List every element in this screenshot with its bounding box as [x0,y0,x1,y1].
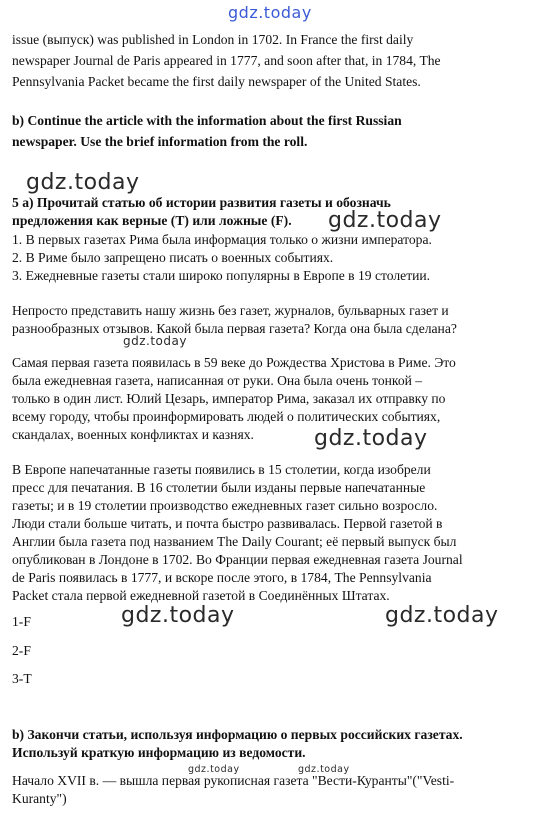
watermark: gdz.today [385,603,499,628]
text-line: newspaper. Use the brief information from the roll. [12,134,308,149]
task-b-russian [12,726,527,762]
text-line: de Paris появилась в 1777, и вскоре после этого, в 1784, The Pennsylvania [12,570,432,585]
text-line: b) Закончи статьи, используя информацию о первых российских газетах. [12,727,463,742]
text-line: пресс для печатания. В 16 столетии были изданы первые напечатанные [12,480,426,495]
text-line: b) Continue the article with the information about the first Russian [12,113,402,128]
statement-item: 1. В первых газетах Рима была информация только о жизни императора. [12,232,432,247]
text-line: В Европе напечатанные газеты появились в 15 столетии, когда изобрели [12,462,431,477]
watermark: gdz.today [26,170,140,195]
paragraph-rome [12,354,527,444]
statements-list [12,231,527,285]
watermark: gdz.today [314,426,428,451]
watermark: gdz.today [228,3,312,22]
text-line: Pennsylvania Packet became the first daily newspaper of the United States. [12,74,421,89]
watermark: gdz.today [188,764,240,775]
task-5-heading [12,194,527,230]
task-b-english [12,112,527,151]
text-line: разнообразных отзывов. Какой была первая газета? Когда она была сделана? [12,321,457,336]
text-line: 5 а) Прочитай статью об истории развития газеты и обозначь [12,195,391,210]
paragraph-intro-question [12,302,527,338]
paragraph-europe [12,461,527,605]
statement-item: 3. Ежедневные газеты стали широко популярны в Европе в 19 столетии. [12,268,431,283]
watermark: gdz.today [123,334,187,348]
intro-paragraph [12,31,527,91]
watermark: gdz.today [298,764,350,775]
answer-1: 1-F [12,614,31,629]
text-line: опубликован в Лондоне в 1702. Во Франции первая ежедневная газета Journal [12,552,463,567]
text-line: Packet стала первой ежедневной газетой в Соединённых Штатах. [12,588,390,603]
text-line: была ежедневная газета, написанная от руки. Она была очень тонкой – [12,373,423,388]
watermark: gdz.today [328,208,442,233]
text-line: issue (выпуск) was published in London in 1702. In France the first daily [12,32,414,47]
watermark: gdz.today [121,603,235,628]
text-line: newspaper Journal de Paris appeared in 1777, and soon after that, in 1784, The [12,53,441,68]
statement-item: 2. В Риме было запрещено писать о военных событиях. [12,250,334,265]
answer-3: 3-T [12,671,32,686]
text-line: только в один лист. Юлий Цезарь, император Рима, заказал их отправку по [12,391,446,406]
text-line: Непросто представить нашу жизнь без газет, журналов, бульварных газет и [12,303,449,318]
text-line: Самая первая газета появилась в 59 веке до Рождества Христова в Риме. Это [12,355,456,370]
text-line: Kuranty") [12,791,67,806]
final-paragraph [12,772,527,808]
text-line: Используй краткую информацию из ведомости. [12,745,306,760]
text-line: Англии была газета под названием The Daily Courant; её первый выпуск был [12,534,457,549]
text-line: всему городу, чтобы проинформировать людей о политических событиях, [12,409,441,424]
text-line: предложения как верные (T) или ложные (F). [12,213,292,228]
text-line: газеты; и в 19 столетии производство ежедневных газет сильно возросло. [12,498,438,513]
answer-2: 2-F [12,643,31,658]
text-line: Начало XVII в. — вышла первая рукописная газета "Вести-Куранты"("Vesti- [12,773,455,788]
text-line: Люди стали больше читать, и почта быстро развивалась. Первой газетой в [12,516,443,531]
text-line: скандалах, военных конфликтах и казнях. [12,427,254,442]
